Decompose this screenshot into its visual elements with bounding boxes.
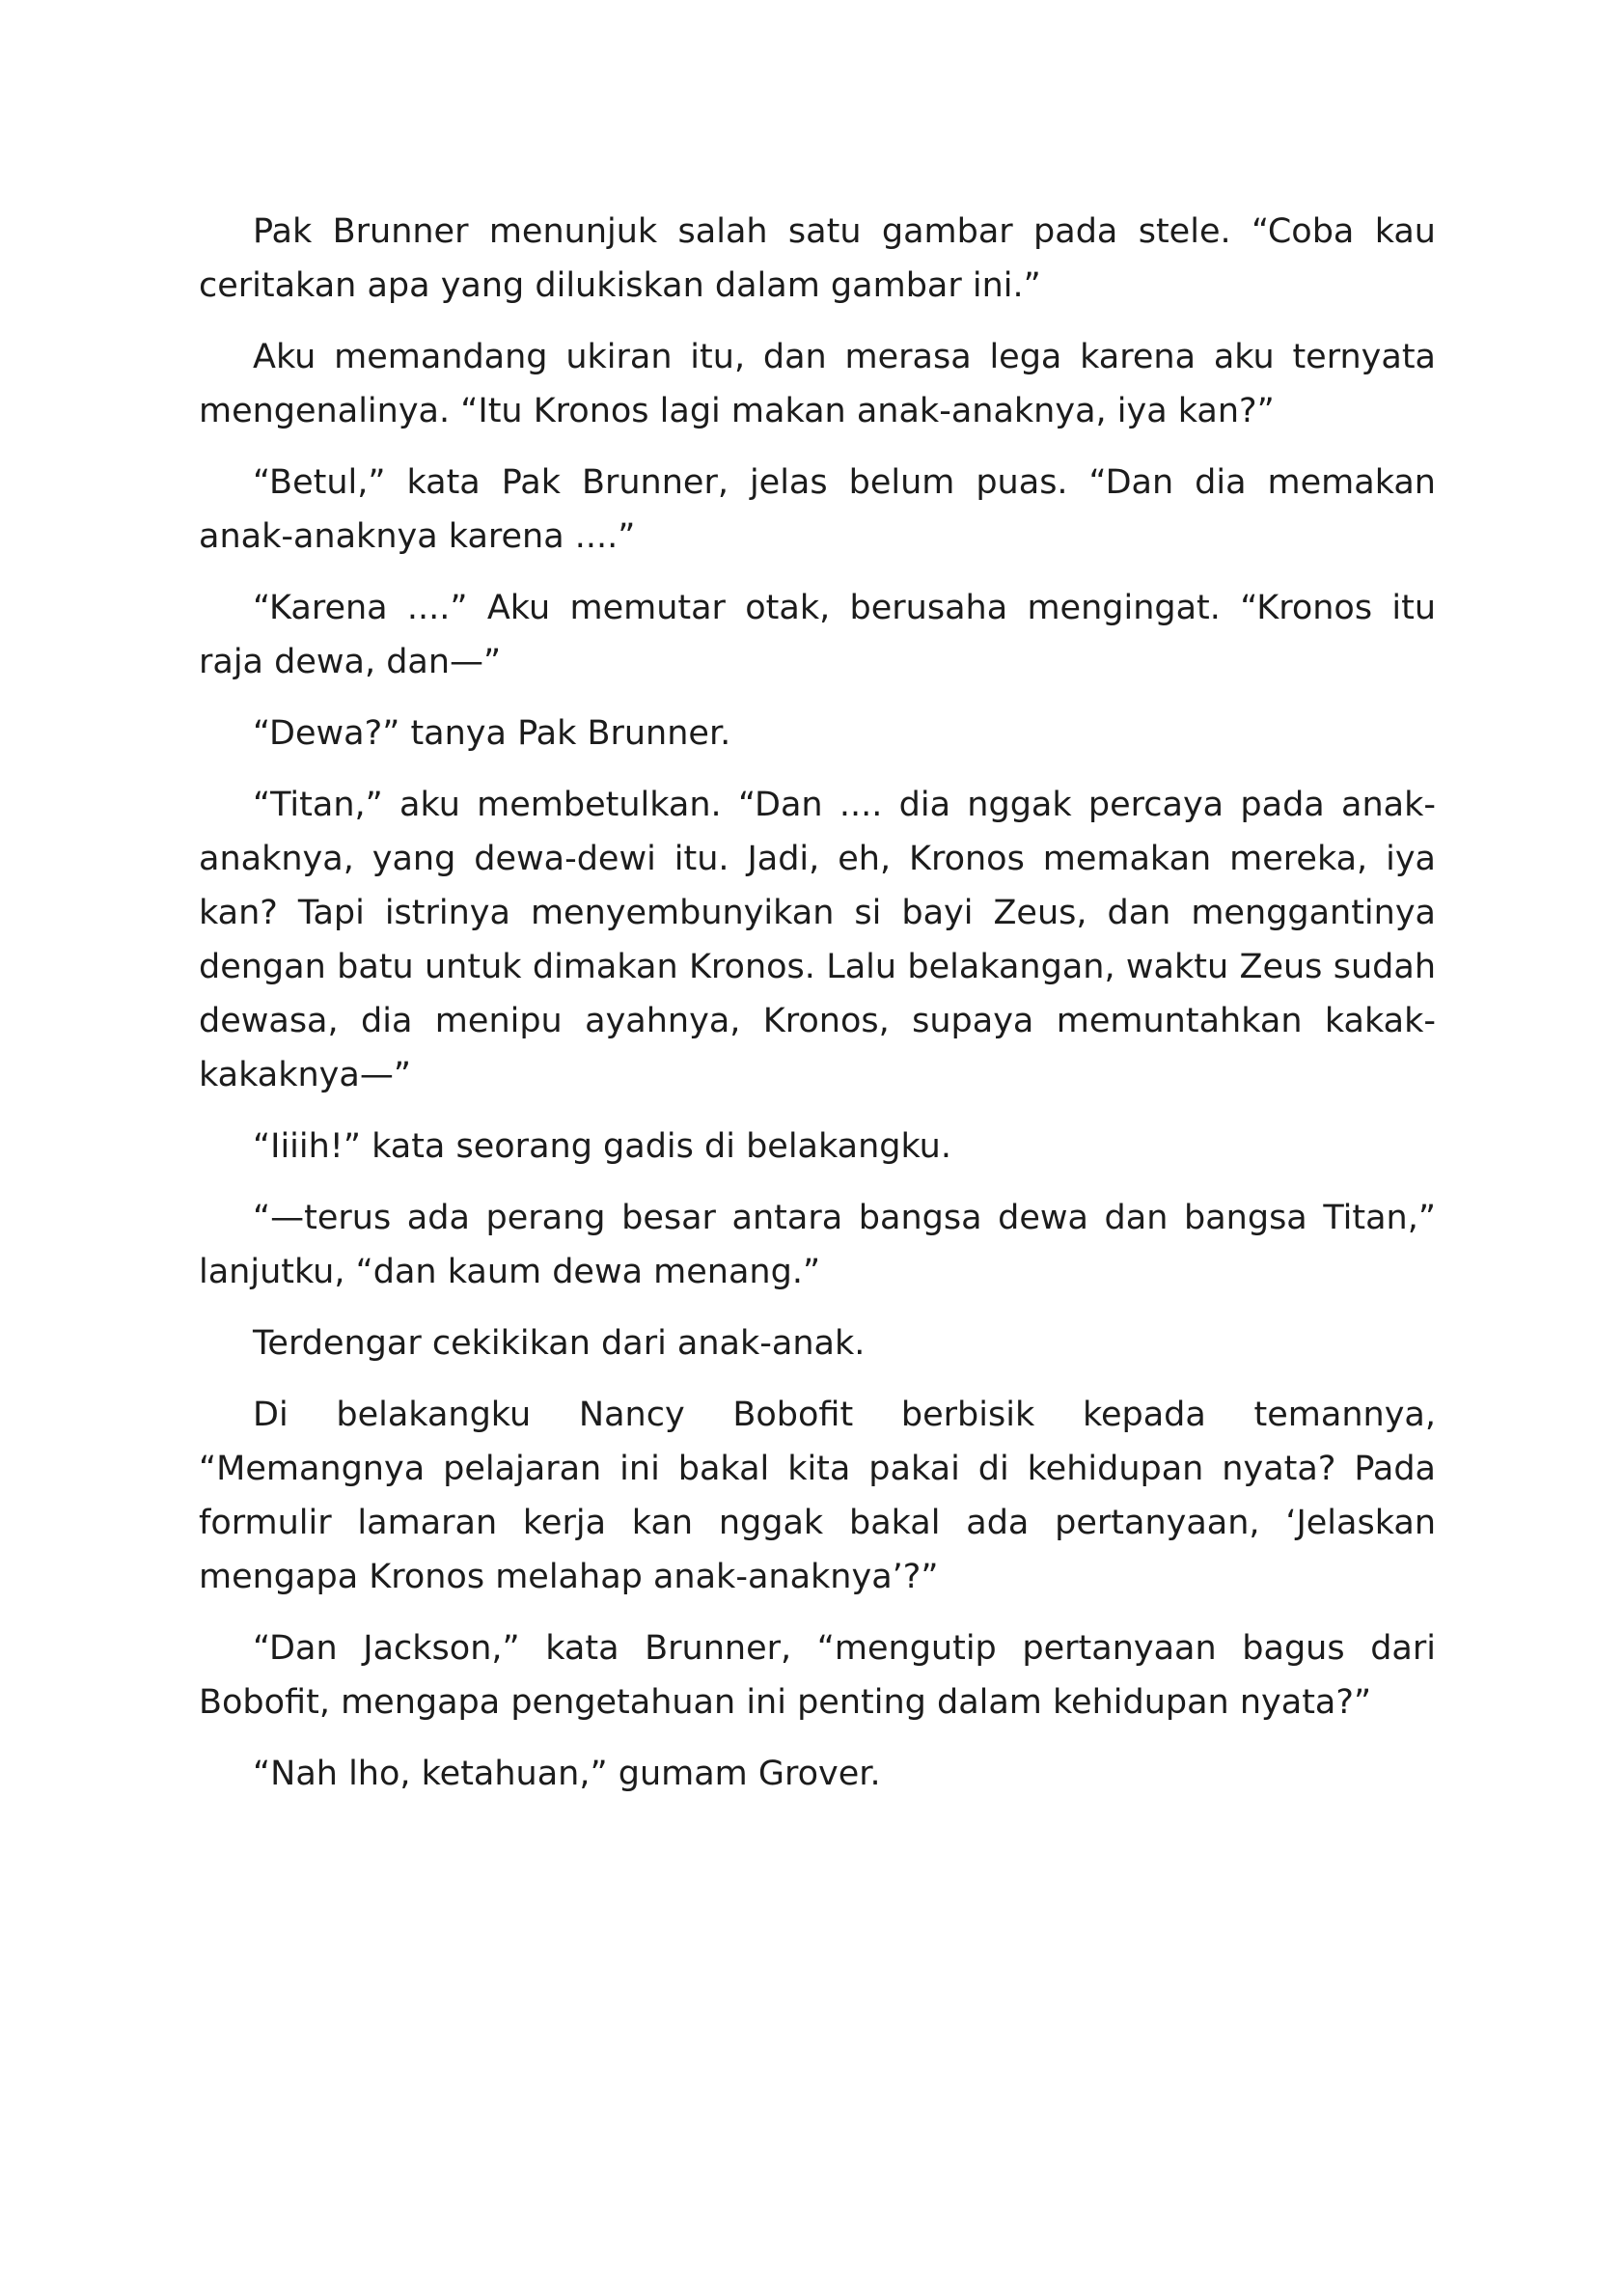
paragraph: Di belakangku Nancy Bobofit berbisik kepada temannya, “Memangnya pelajaran ini bakal kita pakai di kehidupan nyata? Pada formulir lamaran kerja kan nggak bakal ada pertanyaan, ‘Jelaskan mengapa Kronos melahap anak-anaknya’?” — [199, 1396, 1436, 1596]
paragraph: “—terus ada perang besar antara bangsa dewa dan bangsa Titan,” lanjutku, “dan kaum dewa menang.” — [199, 1199, 1436, 1291]
paragraph: “Titan,” aku membetulkan. “Dan .... dia nggak percaya pada anak-anaknya, yang dewa-dewi itu. Jadi, eh, Kronos memakan mereka, iya kan? Tapi istrinya menyembunyikan si bayi Zeus, dan menggantinya dengan batu untuk dimakan Kronos. Lalu belakangan, waktu Zeus sudah dewasa, dia menipu ayahnya, Kronos, supaya memuntahkan kakak-kakaknya—” — [199, 786, 1436, 1094]
paragraph: “Betul,” kata Pak Brunner, jelas belum puas. “Dan dia memakan anak-anaknya karena ....” — [199, 463, 1436, 556]
paragraph: Terdengar cekikikan dari anak-anak. — [253, 1324, 866, 1363]
paragraph: “Iiiih!” kata seorang gadis di belakangku. — [253, 1127, 951, 1166]
paragraph: “Dan Jackson,” kata Brunner, “mengutip pertanyaan bagus dari Bobofit, mengapa pengetahuan ini penting dalam kehidupan nyata?” — [199, 1629, 1436, 1722]
document-page — [199, 205, 1436, 1818]
paragraph: “Dewa?” tanya Pak Brunner. — [253, 714, 731, 753]
paragraph: Pak Brunner menunjuk salah satu gambar pada stele. “Coba kau ceritakan apa yang dilukiskan dalam gambar ini.” — [199, 212, 1436, 305]
paragraph: “Nah lho, ketahuan,” gumam Grover. — [253, 1755, 881, 1793]
paragraph: Aku memandang ukiran itu, dan merasa lega karena aku ternyata mengenalinya. “Itu Kronos lagi makan anak-anaknya, iya kan?” — [199, 338, 1436, 430]
paragraph: “Karena ....” Aku memutar otak, berusaha mengingat. “Kronos itu raja dewa, dan—” — [199, 589, 1436, 681]
